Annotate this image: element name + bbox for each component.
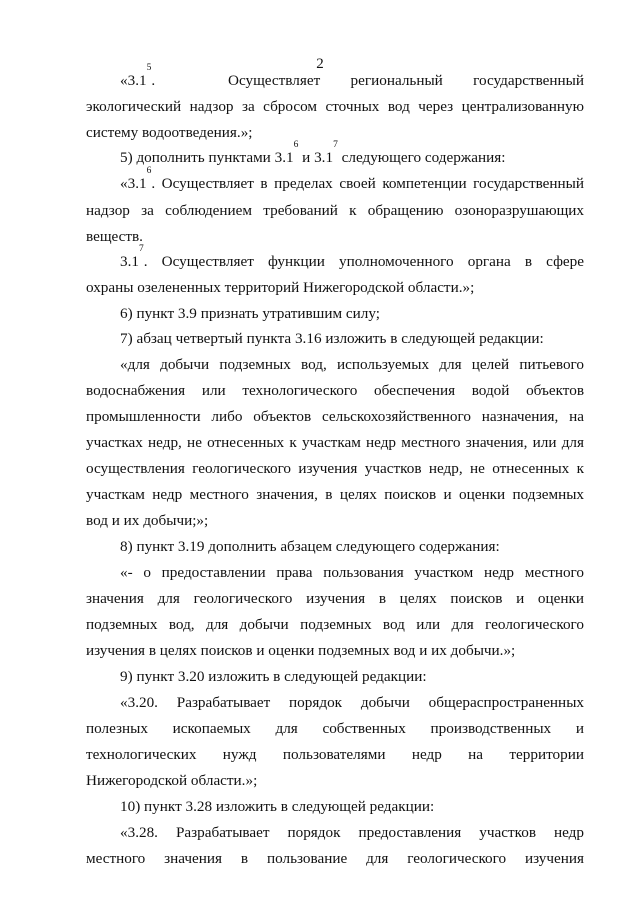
text-line: 10) пункт 3.28 изложить в следующей редакции: [120, 798, 435, 815]
text-line: 5) дополнить пунктами $3.1^6$ и $3.1^7$ следующего содержания: [120, 140, 506, 166]
text-line: изучения в целях поисков и оценки подземных вод и их добычи.»; [86, 642, 516, 659]
text-line: веществ. [86, 228, 143, 245]
text-line: осуществления геологического изучения участков недр, не отнесенных к [86, 460, 584, 477]
text-line: «- о предоставлении права пользования участком недр местного [120, 564, 584, 581]
text-line: участкам недр местного значения, в целях поисков и оценки подземных [86, 486, 584, 503]
text-line: технологических нужд пользователями недр на территории [86, 746, 584, 763]
text-line: $3.1^7$. Осуществляет функции уполномоченного органа в сфере [120, 244, 584, 270]
text-line: «3.20. Разрабатывает порядок добычи общераспространенных [120, 694, 584, 711]
text-line: охраны озелененных территорий Нижегородской области.»; [86, 279, 475, 296]
text-line: надзор за соблюдением требований к обращению озоноразрушающих [86, 202, 584, 219]
text-line: Нижегородской области.»; [86, 772, 258, 789]
text-line: 6) пункт 3.9 признать утратившим силу; [120, 305, 380, 322]
text-line: экологический надзор за сбросом сточных вод через централизованную [86, 98, 584, 115]
text-line: «3.28. Разрабатывает порядок предоставления участков недр [120, 824, 584, 841]
text-line: подземных вод, для добычи подземных вод или для геологического [86, 616, 584, 633]
text-line: промышленности либо объектов сельскохозяйственного назначения, на [86, 408, 584, 425]
text-line: местного значения в пользование для геологического изучения [86, 850, 584, 867]
text-line: 9) пункт 3.20 изложить в следующей редакции: [120, 668, 427, 685]
text-line: полезных ископаемых для собственных производственных и [86, 720, 584, 737]
text-line: 7) абзац четвертый пункта 3.16 изложить в следующей редакции: [120, 330, 544, 347]
text-line: «$3.1^6$. Осуществляет в пределах своей компетенции государственный [120, 166, 584, 192]
text-line: водоснабжения или технологического обеспечения водой объектов [86, 382, 584, 399]
page-number: 2 [316, 56, 324, 72]
text-line: «для добычи подземных вод, используемых для целей питьевого [120, 356, 584, 373]
text-line: значения для геологического изучения в целях поисков и оценки [86, 590, 584, 607]
text-line: 8) пункт 3.19 дополнить абзацем следующего содержания: [120, 538, 500, 555]
text-line: вод и их добычи;»; [86, 512, 209, 529]
text-line: участках недр, не отнесенных к участкам недр местного значения, или для [86, 434, 584, 451]
text-line: «$3.1^5$. Осуществляет региональный государственный [120, 63, 584, 89]
text-line: систему водоотведения.»; [86, 124, 253, 141]
